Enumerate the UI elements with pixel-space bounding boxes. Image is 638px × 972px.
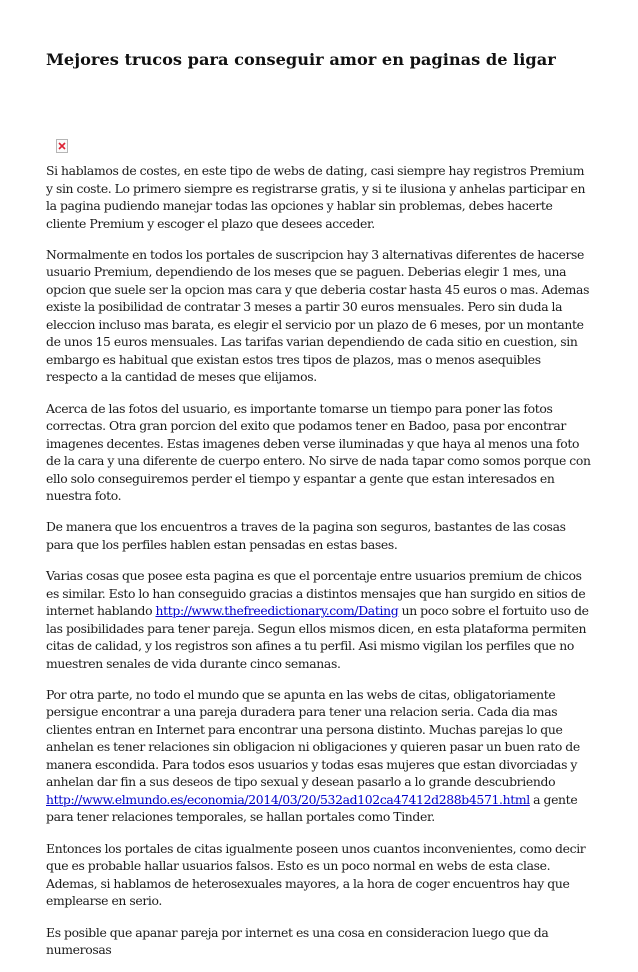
paragraph-drawbacks: Entonces los portales de citas igualmente poseen unos cuantos inconvenientes, como decir que es probable hallar usuarios falsos. Esto es un poco normal en webs de esta clase. Ademas, si hablamos de heterosexuales mayores, a la hora de coger encuentros hay que emplearse en serio. [46,840,586,909]
elmundo-link[interactable]: http://www.elmundo.es/economia/2014/03/20/532ad102ca47412d288b4571.html [46,791,530,807]
thefreedictionary-link[interactable]: http://www.thefreedictionary.com/Dating [155,603,399,619]
page-title: Mejores trucos para conseguir amor en paginas de ligar [46,50,556,69]
paragraph-text: Por otra parte, no todo el mundo que se apunta en las webs de citas, obligatoriamente persigue encontrar a una pareja duradera para tener una relacion seria. Cada dia mas clientes entran en Internet para encontrar una persona distinto. Muchas parejas lo que anhelan es tener relaciones sin obligacion ni obligaciones y quieren pasar un buen rato de manera escondida. Para todos esos usuarios y todas esas mujeres que estan divorciadas y anhelan dar fin a sus deseos de tipo sexual y desean pasarlo a lo grande descubriendo [46,686,580,790]
paragraph-photos: Acerca de las fotos del usuario, es importante tomarse un tiempo para poner las fotos correctas. Otra gran porcion del exito que podamos tener en Badoo, pasa por encontrar imagenes decentes. Estas imagenes deben verse iluminadas y que haya al menos una foto de la cara y una diferente de cuerpo entero. No sirve de nada tapar como somos porque con ello solo conseguiremos perder el tiempo y espantar a gente que estan interesados en nuestra foto. [46,400,591,504]
paragraph-text: Varias cosas que posee esta pagina es que el porcentaje entre usuarios premium de chicos es similar. Esto lo han conseguido gracias a distintos mensajes que han surgido en sitios de internet hablando [46,568,586,619]
article-body [46,162,594,972]
broken-image-icon [56,139,68,153]
paragraph-costs: Si hablamos de costes, en este tipo de webs de dating, casi siempre hay registros Premium y sin coste. Lo primero siempre es registrarse gratis, y si te ilusiona y anhelas participar en la pagina pudiendo manejar todas las opciones y hablar sin problemas, debes hacerte cliente Premium y escoger el plazo que desees acceder. [46,163,586,231]
paragraph-premium-plans: Normalmente en todos los portales de suscripcion hay 3 alternativas diferentes de hacerse usuario Premium, dependiendo de los meses que se paguen. Deberias elegir 1 mes, una opcion que suele ser la opcion mas cara y que deberia costar hasta 45 euros o mas. Ademas existe la posibilidad de contratar 3 meses a partir 30 euros mensuales. Pero sin duda la eleccion incluso mas barata, es elegir el servicio por un plazo de 6 meses, por un montante de unos 15 euros mensuales. Las tarifas varian dependiendo de cada sitio en cuestion, sin embargo es habitual que existan estos tres tipos de plazos, mas o menos asequibles respecto a la cantidad de meses que elijamos. [46,246,590,385]
paragraph-text: a gente para tener relaciones temporales, se hallan portales como Tinder. [46,791,578,825]
paragraph-closing: Es posible que apanar pareja por internet es una cosa en consideracion luego que da numerosas [46,924,549,958]
paragraph-text: un poco sobre el fortuito uso de las posibilidades para tener pareja. Segun ellos mismos dicen, en esta plataforma permiten citas de calidad, y los registros son afines a tu perfil. Asi mismo vigilan los perfiles que no muestren senales de vida durante cinco semanas. [46,603,589,671]
paragraph-safety: De manera que los encuentros a traves de la pagina son seguros, bastantes de las cosas para que los perfiles hablen estan pensadas en estas bases. [46,519,566,552]
paragraph-premium-ratio [46,567,594,672]
broken-image-x-icon [58,142,66,150]
paragraph-casual-relations [46,686,594,826]
